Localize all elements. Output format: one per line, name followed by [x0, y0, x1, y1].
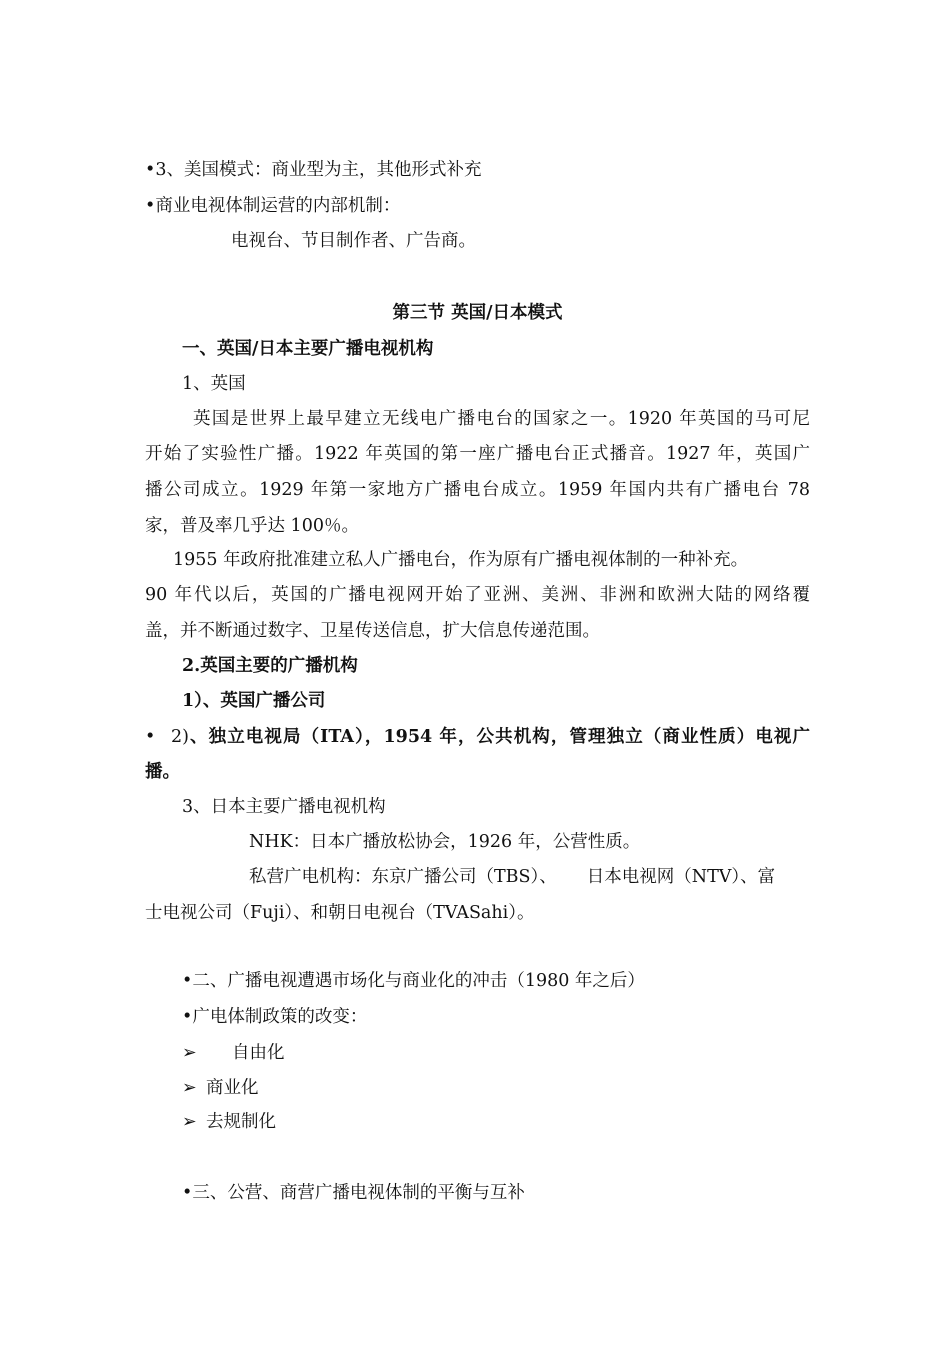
- uk-paragraph-line-3: 播公司成立。1929 年第一家地方广播电台成立。1959 年国内共有广播电台 78: [145, 480, 810, 500]
- ita-number: 2): [171, 727, 189, 747]
- marketization-text: 二、广播电视遭遇市场化与商业化的冲击（1980 年之后）: [192, 971, 645, 991]
- list-item-deregulation: [182, 1110, 810, 1134]
- private-broadcasters-line-2: 士电视公司（Fuji）、和朝日电视台（TVASahi）。: [145, 903, 535, 923]
- bullet-icon: •: [182, 971, 193, 991]
- uk-paragraph-line-4: 家，普及率几乎达 100％。: [145, 516, 359, 536]
- bullet-icon: •: [182, 1183, 193, 1203]
- list-item-text: 自由化: [232, 1043, 285, 1063]
- list-item-commercialization: [182, 1076, 810, 1100]
- uk-subheading: 1、英国: [182, 374, 246, 394]
- ita-line-2: 播。: [145, 762, 180, 782]
- uk-paragraph-line-1: 英国是世界上最早建立无线电广播电台的国家之一。1920 年英国的马可尼: [193, 409, 810, 429]
- bullet-icon: •: [145, 196, 156, 216]
- commercial-mechanism-line: [145, 194, 810, 218]
- list-item-liberalization: [182, 1041, 810, 1065]
- private-broadcasters-text-b: 日本电视网（NTV）、富: [586, 867, 776, 887]
- arrow-bullet-icon: ➢: [182, 1078, 197, 1098]
- balance-heading: [182, 1181, 810, 1205]
- policy-change-text: 广电体制政策的改变：: [192, 1007, 368, 1027]
- bullet-icon: •: [182, 1007, 193, 1027]
- japan-subheading: 3、日本主要广播电视机构: [182, 797, 386, 817]
- uk-paragraph-line-2: 开始了实验性广播。1922 年英国的第一座广播电台正式播音。1927 年，英国广: [145, 444, 810, 464]
- section-title: 第三节 英国/日本模式: [392, 303, 563, 323]
- private-radio-line-1: 1955 年政府批准建立私人广播电台，作为原有广播电视体制的一种补充。: [173, 550, 749, 570]
- policy-change-line: [182, 1005, 810, 1029]
- heading-uk-japan-institutions: 一、英国/日本主要广播电视机构: [182, 339, 434, 359]
- private-broadcasters-line-1: [249, 865, 810, 889]
- us-model-text: 3、美国模式：商业型为主，其他形式补充: [155, 160, 482, 180]
- private-radio-line-3: 盖，并不断通过数字、卫星传送信息，扩大信息传递范围。: [145, 621, 600, 641]
- list-item-text: 去规制化: [206, 1112, 276, 1132]
- us-model-line: [145, 158, 810, 182]
- bullet-icon: •: [145, 727, 156, 747]
- balance-text: 三、公营、商营广播电视体制的平衡与互补: [192, 1183, 525, 1203]
- arrow-bullet-icon: ➢: [182, 1112, 197, 1132]
- ita-text: 、独立电视局（ITA），1954 年，公共机构，管理独立（商业性质）电视广: [188, 727, 810, 747]
- bbc-heading: 1）、英国广播公司: [182, 691, 326, 711]
- mechanism-parties-line: 电视台、节目制作者、广告商。: [231, 231, 476, 251]
- list-item-text: 商业化: [206, 1078, 259, 1098]
- nhk-line: NHK：日本广播放松协会，1926 年，公营性质。: [249, 832, 641, 852]
- bullet-icon: •: [145, 160, 156, 180]
- arrow-bullet-icon: ➢: [182, 1043, 197, 1063]
- uk-main-institutions-heading: 2.英国主要的广播机构: [182, 656, 358, 676]
- commercial-mechanism-text: 商业电视体制运营的内部机制：: [155, 196, 401, 216]
- private-radio-line-2: 90 年代以后，英国的广播电视网开始了亚洲、美洲、非洲和欧洲大陆的网络覆: [145, 585, 810, 605]
- ita-line-1: [145, 725, 810, 749]
- marketization-heading: [182, 969, 810, 993]
- private-broadcasters-text-a: 私营广电机构：东京广播公司（TBS）、: [249, 867, 557, 887]
